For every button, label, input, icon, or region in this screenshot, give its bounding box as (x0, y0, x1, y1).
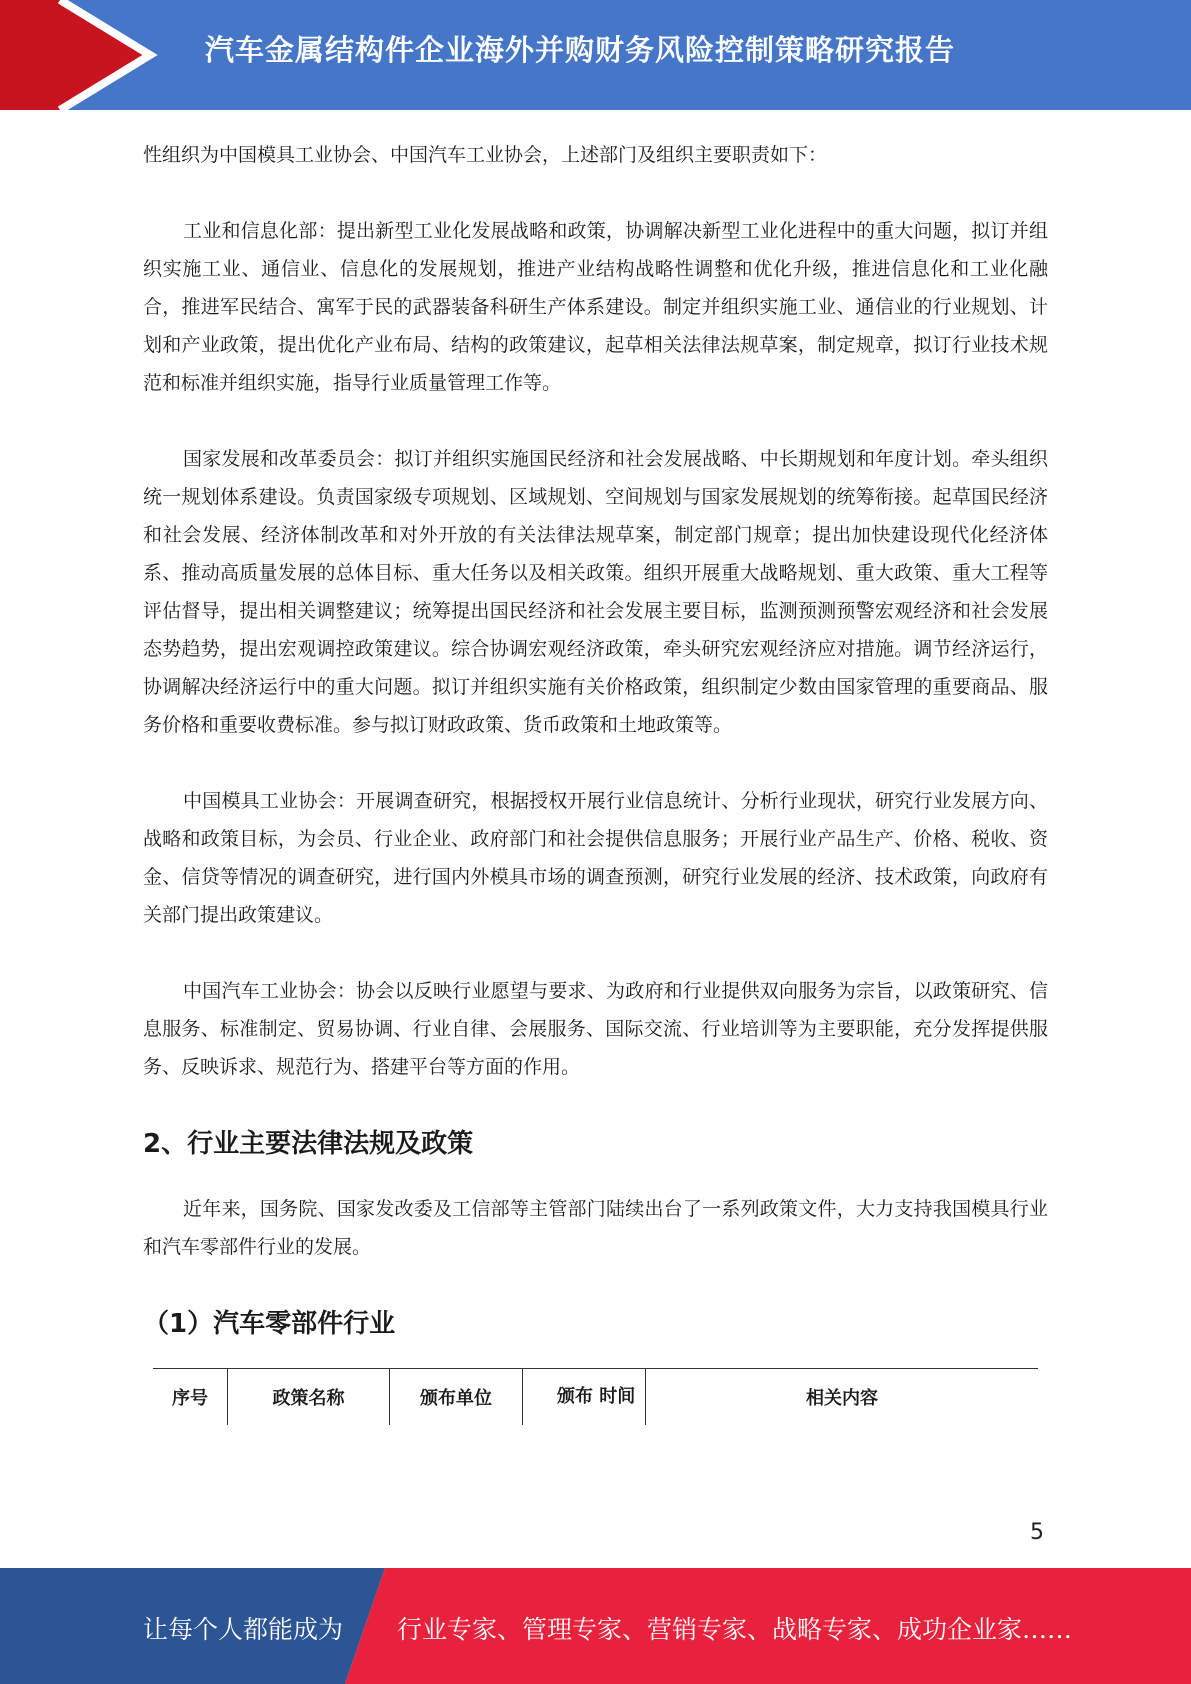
col-header-content: 相关内容 (646, 1369, 1039, 1426)
header-title: 汽车金属结构件企业海外并购财务风险控制策略研究报告 (205, 33, 956, 67)
footer-slogan-left: 让每个人都能成为 (143, 1615, 344, 1644)
document-body (143, 136, 1048, 1425)
paragraph-miit: 工业和信息化部：提出新型工业化发展战略和政策，协调解决新型工业化进程中的重大问题，拟订并组织实施工业、通信业、信息化的发展规划，推进产业结构战略性调整和优化升级，推进信息化和工业化融合，推进军民结合、寓军于民的武器装备科研生产体系建设。制定并组织实施工业、通信业的行业规划、计划和产业政策，提出优化产业布局、结构的政策建议，起草相关法律法规草案，制定规章，拟订行业技术规范和标准并组织实施，指导行业质量管理工作等。 (143, 220, 1048, 394)
col-header-issuer: 颁布单位 (390, 1369, 523, 1426)
section-heading: 2、行业主要法律法规及政策 (143, 1129, 474, 1159)
policy-table (153, 1368, 1038, 1425)
col-header-name: 政策名称 (228, 1369, 390, 1426)
paragraph-policy-intro: 近年来，国务院、国家发改委及工信部等主管部门陆续出台了一系列政策文件，大力支持我国模具行业和汽车零部件行业的发展。 (143, 1198, 1048, 1258)
paragraph-intro: 性组织为中国模具工业协会、中国汽车工业协会，上述部门及组织主要职责如下： (143, 144, 828, 166)
page-footer (0, 1568, 1191, 1684)
header-red-chevron (0, 0, 150, 110)
paragraph-die-mould-association: 中国模具工业协会：开展调查研究，根据授权开展行业信息统计、分析行业现状，研究行业发展方向、战略和政策目标，为会员、行业企业、政府部门和社会提供信息服务；开展行业产品生产、价格、税收、资金、信贷等情况的调查研究，进行国内外模具市场的调查预测，研究行业发展的经济、技术政策，向政府有关部门提出政策建议。 (143, 790, 1048, 926)
paragraph-automobile-association: 中国汽车工业协会：协会以反映行业愿望与要求、为政府和行业提供双向服务为宗旨，以政策研究、信息服务、标准制定、贸易协调、行业自律、会展服务、国际交流、行业培训等为主要职能，充分发挥提供服务、反映诉求、规范行为、搭建平台等方面的作用。 (143, 980, 1048, 1078)
subsection-heading: （1）汽车零部件行业 (143, 1309, 396, 1339)
page-number: 5 (1030, 1520, 1044, 1545)
col-header-no: 序号 (153, 1369, 228, 1426)
col-header-time: 颁布 时间 (523, 1369, 646, 1426)
paragraph-ndrc: 国家发展和改革委员会：拟订并组织实施国民经济和社会发展战略、中长期规划和年度计划。牵头组织统一规划体系建设。负责国家级专项规划、区域规划、空间规划与国家发展规划的统筹衔接。起草国民经济和社会发展、经济体制改革和对外开放的有关法律法规草案，制定部门规章；提出加快建设现代化经济体系、推动高质量发展的总体目标、重大任务以及相关政策。组织开展重大战略规划、重大政策、重大工程等评估督导，提出相关调整建议；统筹提出国民经济和社会发展主要目标，监测预测预警宏观经济和社会发展态势趋势，提出宏观调控政策建议。综合协调宏观经济政策，牵头研究宏观经济应对措施。调节经济运行，协调解决经济运行中的重大问题。拟订并组织实施有关价格政策，组织制定少数由国家管理的重要商品、服务价格和重要收费标准。参与拟订财政政策、货币政策和土地政策等。 (143, 448, 1048, 736)
page-header (0, 0, 1191, 110)
footer-slogan-right: 行业专家、管理专家、营销专家、战略专家、成功企业家…… (397, 1615, 1073, 1644)
table-header-row (153, 1369, 1038, 1426)
